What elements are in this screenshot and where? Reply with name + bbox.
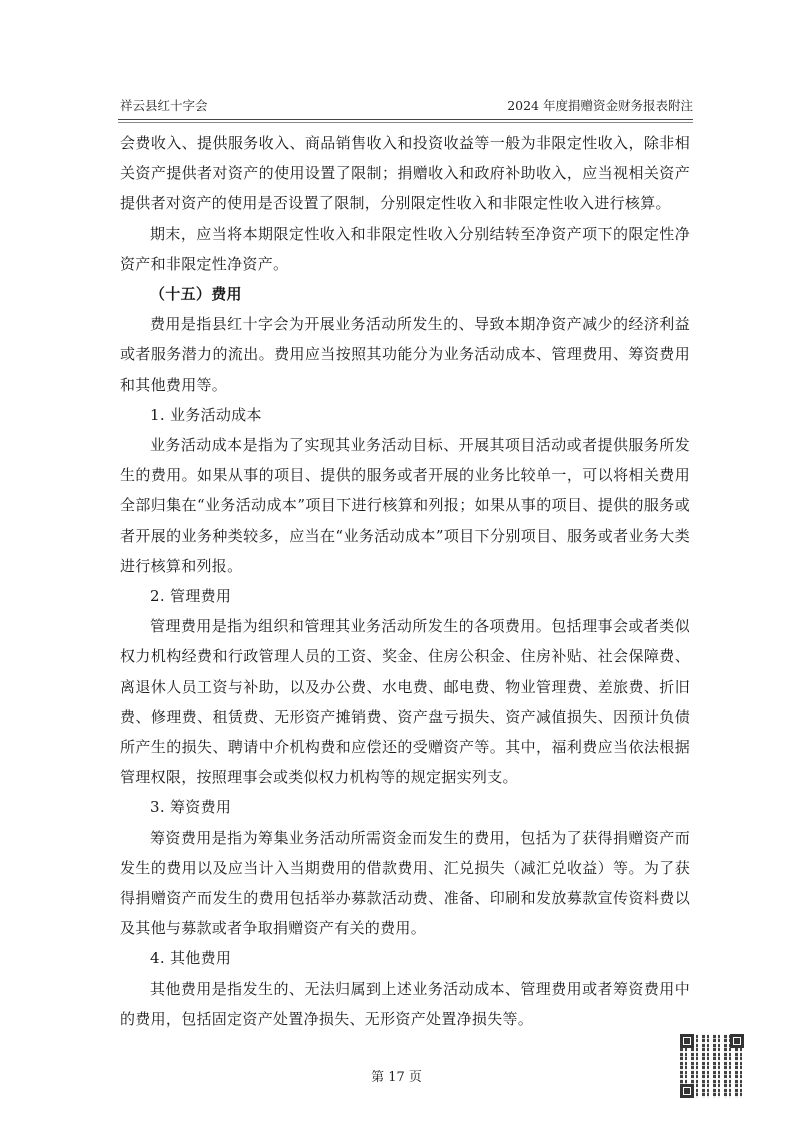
document-body [120, 128, 690, 1034]
page-header [120, 96, 693, 118]
header-rule [118, 119, 693, 120]
paragraph: 费用是指县红十字会为开展业务活动所发生的、导致本期净资产减少的经济利益或者服务潜力的流出。费用应当按照其功能分为业务活动成本、管理费用、筹资费用和其他费用等。 [120, 315, 690, 394]
subsection-heading: 2. 管理费用 [150, 587, 232, 606]
page-number: 第 17 页 [371, 1070, 422, 1085]
paragraph: 期末，应当将本期限定性收入和非限定性收入分别结转至净资产项下的限定性净资产和非限定性净资产。 [120, 224, 690, 273]
paragraph: 管理费用是指为组织和管理其业务活动所发生的各项费用。包括理事会或者类似权力机构经费和行政管理人员的工资、奖金、住房公积金、住房补贴、社会保障费、离退休人员工资与补助，以及办公费、水电费、邮电费、物业管理费、差旅费、折旧费、修理费、租赁费、无形资产摊销费、资产盘亏损失、资产减值损失、因预计负债所产生的损失、聘请中介机构费和应偿还的受赠资产等。其中，福利费应当依法根据管理权限，按照理事会或类似权力机构等的规定据实列支。 [120, 617, 690, 787]
header-rule-thin [118, 122, 693, 123]
header-doc-title: 2024 年度捐赠资金财务报表附注 [507, 98, 693, 113]
paragraph: 业务活动成本是指为了实现其业务活动目标、开展其项目活动或者提供服务所发生的费用。如果从事的项目、提供的服务或者开展的业务比较单一，可以将相关费用全部归集在“业务活动成本”项目下进行核算和列报；如果从事的项目、提供的服务或者开展的业务种类较多，应当在“业务活动成本”项目下分别项目、服务或者业务大类进行核算和列报。 [120, 436, 690, 575]
subsection-heading: 3. 筹资费用 [150, 798, 232, 817]
paragraph: 会费收入、提供服务收入、商品销售收入和投资收益等一般为非限定性收入，除非相关资产提供者对资产的使用设置了限制；捐赠收入和政府补助收入，应当视相关资产提供者对资产的使用是否设置了限制，分别限定性收入和非限定性收入进行核算。 [120, 134, 690, 213]
paragraph: 其他费用是指发生的、无法归属到上述业务活动成本、管理费用或者筹资费用中的费用，包括固定资产处置净损失、无形资产处置净损失等。 [120, 979, 690, 1028]
qr-code-icon [680, 1034, 744, 1098]
paragraph: 筹资费用是指为筹集业务活动所需资金而发生的费用，包括为了获得捐赠资产而发生的费用以及应当计入当期费用的借款费用、汇兑损失（减汇兑收益）等。为了获得捐赠资产而发生的费用包括举办募款活动费、准备、印刷和发放募款宣传资料费以及其他与募款或者争取捐赠资产有关的费用。 [120, 828, 690, 938]
header-org: 祥云县红十字会 [120, 98, 208, 113]
subsection-heading: 4. 其他费用 [150, 949, 232, 968]
subsection-heading: 1. 业务活动成本 [150, 405, 262, 424]
section-heading: （十五）费用 [150, 285, 242, 304]
